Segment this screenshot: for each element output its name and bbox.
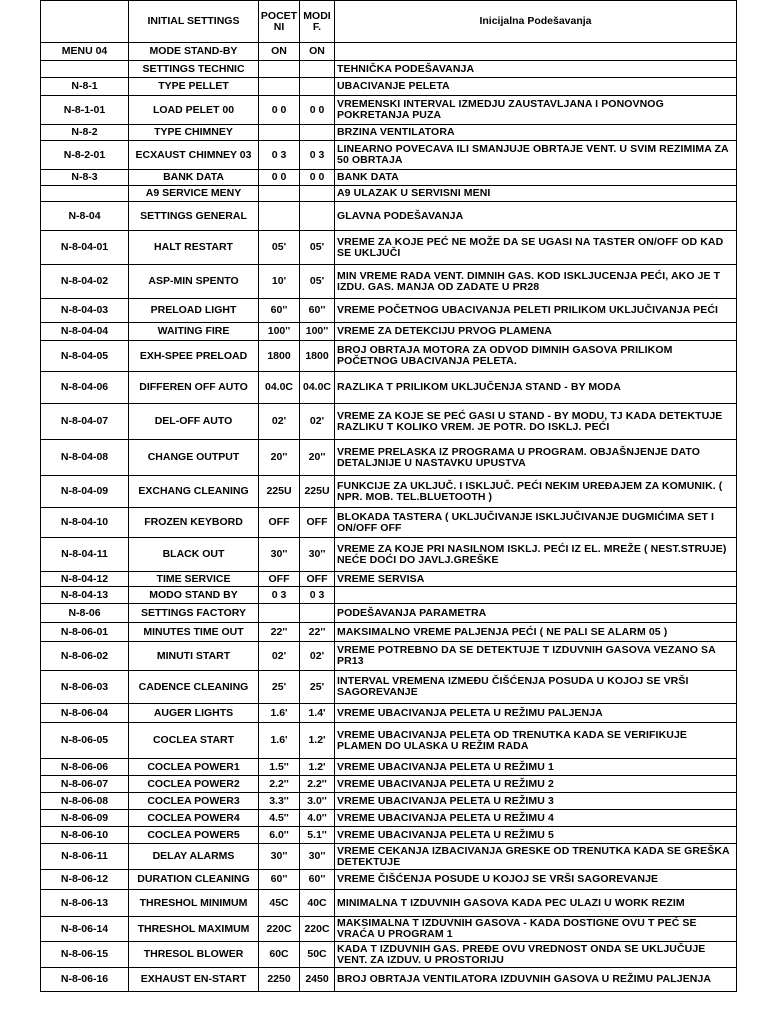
modified-value: 4.0'' bbox=[300, 810, 335, 827]
header-inicijalna: Inicijalna Podešavanja bbox=[335, 1, 737, 43]
table-row bbox=[41, 231, 737, 265]
initial-value: 22'' bbox=[259, 623, 300, 642]
modified-value: 25' bbox=[300, 671, 335, 704]
initial-value: 4.5'' bbox=[259, 810, 300, 827]
table-row bbox=[41, 917, 737, 942]
modified-value: 1.4' bbox=[300, 704, 335, 723]
setting-name: THRESOL BLOWER bbox=[129, 942, 259, 968]
modified-value: 50C bbox=[300, 942, 335, 968]
table-row bbox=[41, 723, 737, 759]
initial-value: 225U bbox=[259, 476, 300, 508]
setting-code: N-8-3 bbox=[41, 170, 129, 186]
setting-name: COCLEA POWER3 bbox=[129, 793, 259, 810]
setting-name: EXCHANG CLEANING bbox=[129, 476, 259, 508]
modified-value: 3.0'' bbox=[300, 793, 335, 810]
table-row bbox=[41, 141, 737, 170]
modified-value: 60'' bbox=[300, 870, 335, 890]
modified-value bbox=[300, 78, 335, 96]
table-row bbox=[41, 202, 737, 231]
setting-name: MINUTI START bbox=[129, 642, 259, 671]
modified-value: 220C bbox=[300, 917, 335, 942]
setting-name: MODE STAND-BY bbox=[129, 43, 259, 61]
table-row bbox=[41, 341, 737, 372]
setting-code bbox=[41, 61, 129, 78]
setting-name: CADENCE CLEANING bbox=[129, 671, 259, 704]
setting-description: BROJ OBRTAJA VENTILATORA IZDUVNIH GASOVA U REŽIMU PALJENJA bbox=[335, 968, 737, 992]
setting-name: COCLEA POWER4 bbox=[129, 810, 259, 827]
setting-description: VREME UBACIVANJA PELETA U REŽIMU 1 bbox=[335, 759, 737, 776]
setting-name: BANK DATA bbox=[129, 170, 259, 186]
table-row bbox=[41, 759, 737, 776]
setting-code: N-8-1 bbox=[41, 78, 129, 96]
modified-value: 0 0 bbox=[300, 170, 335, 186]
modified-value: 40C bbox=[300, 890, 335, 917]
setting-name: HALT RESTART bbox=[129, 231, 259, 265]
setting-code: N-8-06-16 bbox=[41, 968, 129, 992]
setting-name: ASP-MIN SPENTO bbox=[129, 265, 259, 299]
table-row bbox=[41, 776, 737, 793]
initial-value: 1.6' bbox=[259, 704, 300, 723]
settings-table bbox=[40, 0, 737, 992]
setting-name: BLACK OUT bbox=[129, 538, 259, 572]
modified-value: 1.2' bbox=[300, 723, 335, 759]
setting-description: INTERVAL VREMENA IZMEĐU ČIŠĆENJA POSUDA U KOJOJ SE VRŠI SAGOREVANJE bbox=[335, 671, 737, 704]
setting-name: TYPE PELLET bbox=[129, 78, 259, 96]
setting-code: N-8-06-12 bbox=[41, 870, 129, 890]
setting-description: GLAVNA PODEŠAVANJA bbox=[335, 202, 737, 231]
initial-value bbox=[259, 186, 300, 202]
modified-value: 30'' bbox=[300, 844, 335, 870]
modified-value: 04.0C bbox=[300, 372, 335, 404]
setting-description: PODEŠAVANJA PARAMETRA bbox=[335, 604, 737, 623]
initial-value bbox=[259, 202, 300, 231]
setting-description: UBACIVANJE PELETA bbox=[335, 78, 737, 96]
setting-description: MINIMALNA T IZDUVNIH GASOVA KADA PEC ULAZI U WORK REZIM bbox=[335, 890, 737, 917]
table-row bbox=[41, 476, 737, 508]
setting-name: TIME SERVICE bbox=[129, 572, 259, 587]
table-row bbox=[41, 299, 737, 323]
initial-value: 25' bbox=[259, 671, 300, 704]
modified-value: 60'' bbox=[300, 299, 335, 323]
setting-name: SETTINGS TECHNIC bbox=[129, 61, 259, 78]
setting-code: N-8-1-01 bbox=[41, 96, 129, 125]
setting-code: N-8-04-06 bbox=[41, 372, 129, 404]
setting-name: FROZEN KEYBORD bbox=[129, 508, 259, 538]
table-row bbox=[41, 870, 737, 890]
setting-name: MINUTES TIME OUT bbox=[129, 623, 259, 642]
initial-value: 02' bbox=[259, 404, 300, 440]
setting-description: VREME POČETNOG UBACIVANJA PELETI PRILIKOM UKLJUČIVANJA PEĆI bbox=[335, 299, 737, 323]
modified-value: 0 3 bbox=[300, 141, 335, 170]
modified-value bbox=[300, 604, 335, 623]
initial-value: 05' bbox=[259, 231, 300, 265]
initial-value: 0 0 bbox=[259, 170, 300, 186]
table-row bbox=[41, 793, 737, 810]
setting-name: EXH-SPEE PRELOAD bbox=[129, 341, 259, 372]
initial-value bbox=[259, 61, 300, 78]
setting-description: MIN VREME RADA VENT. DIMNIH GAS. KOD ISKLJUCENJA PEĆI, AKO JE T IZDU. GAS. MANJA OD ZADATE U PR28 bbox=[335, 265, 737, 299]
header-code bbox=[41, 1, 129, 43]
setting-description bbox=[335, 43, 737, 61]
modified-value: 1800 bbox=[300, 341, 335, 372]
initial-value: ON bbox=[259, 43, 300, 61]
setting-code: N-8-04-09 bbox=[41, 476, 129, 508]
modified-value bbox=[300, 186, 335, 202]
setting-description: BLOKADA TASTERA ( UKLJUČIVANJE ISKLJUČIVANJE DUGMIĆIMA SET I ON/OFF OFF bbox=[335, 508, 737, 538]
setting-description: VREME UBACIVANJA PELETA U REŽIMU 5 bbox=[335, 827, 737, 844]
setting-code: N-8-04-02 bbox=[41, 265, 129, 299]
initial-value bbox=[259, 604, 300, 623]
initial-value: 2.2'' bbox=[259, 776, 300, 793]
initial-value: 1800 bbox=[259, 341, 300, 372]
setting-description: VREME UBACIVANJA PELETA U REŽIMU PALJENJA bbox=[335, 704, 737, 723]
setting-name: THRESHOL MAXIMUM bbox=[129, 917, 259, 942]
setting-name: PRELOAD LIGHT bbox=[129, 299, 259, 323]
initial-value: 1.6' bbox=[259, 723, 300, 759]
modified-value: 0 0 bbox=[300, 96, 335, 125]
table-row bbox=[41, 810, 737, 827]
setting-code: N-8-06-05 bbox=[41, 723, 129, 759]
setting-name: A9 SERVICE MENY bbox=[129, 186, 259, 202]
initial-value: 6.0'' bbox=[259, 827, 300, 844]
setting-name: THRESHOL MINIMUM bbox=[129, 890, 259, 917]
modified-value: 225U bbox=[300, 476, 335, 508]
table-row bbox=[41, 827, 737, 844]
table-row bbox=[41, 265, 737, 299]
modified-value: OFF bbox=[300, 572, 335, 587]
setting-code: N-8-04-13 bbox=[41, 587, 129, 604]
setting-code: N-8-04-12 bbox=[41, 572, 129, 587]
header-modif: MODIF. bbox=[300, 1, 335, 43]
modified-value: 30'' bbox=[300, 538, 335, 572]
initial-value: 2250 bbox=[259, 968, 300, 992]
initial-value bbox=[259, 78, 300, 96]
setting-description: VREME ZA KOJE PEĆ NE MOŽE DA SE UGASI NA TASTER ON/OFF OD KAD SE UKLJUČI bbox=[335, 231, 737, 265]
modified-value: 5.1'' bbox=[300, 827, 335, 844]
setting-code: N-8-2 bbox=[41, 125, 129, 141]
modified-value: 05' bbox=[300, 265, 335, 299]
setting-name: COCLEA POWER1 bbox=[129, 759, 259, 776]
setting-description: LINEARNO POVECAVA ILI SMANJUJE OBRTAJE VENT. U SVIM REZIMIMA ZA 50 OBRTAJA bbox=[335, 141, 737, 170]
table-row bbox=[41, 671, 737, 704]
initial-value: 0 3 bbox=[259, 587, 300, 604]
initial-value bbox=[259, 125, 300, 141]
table-row bbox=[41, 704, 737, 723]
setting-description: VREME SERVISA bbox=[335, 572, 737, 587]
modified-value: 2.2'' bbox=[300, 776, 335, 793]
setting-description: MAKSIMALNO VREME PALJENJA PEĆI ( NE PALI SE ALARM 05 ) bbox=[335, 623, 737, 642]
setting-code: N-8-06-15 bbox=[41, 942, 129, 968]
table-row bbox=[41, 968, 737, 992]
table-row bbox=[41, 572, 737, 587]
modified-value bbox=[300, 125, 335, 141]
setting-description: VREME UBACIVANJA PELETA U REŽIMU 3 bbox=[335, 793, 737, 810]
table-row bbox=[41, 844, 737, 870]
setting-description: VREMENSKI INTERVAL IZMEDJU ZAUSTAVLJANA I PONOVNOG POKRETANJA PUZA bbox=[335, 96, 737, 125]
initial-value: 0 3 bbox=[259, 141, 300, 170]
table-row bbox=[41, 942, 737, 968]
setting-name: WAITING FIRE bbox=[129, 323, 259, 341]
modified-value: 02' bbox=[300, 404, 335, 440]
initial-value: 1.5'' bbox=[259, 759, 300, 776]
setting-name: DELAY ALARMS bbox=[129, 844, 259, 870]
initial-value: 60'' bbox=[259, 870, 300, 890]
setting-description: VREME CEKANJA IZBACIVANJA GRESKE OD TRENUTKA KADA SE GREŠKA DETEKTUJE bbox=[335, 844, 737, 870]
initial-value: 100'' bbox=[259, 323, 300, 341]
table-row bbox=[41, 587, 737, 604]
setting-code bbox=[41, 186, 129, 202]
table-row bbox=[41, 440, 737, 476]
setting-name: EXHAUST EN-START bbox=[129, 968, 259, 992]
setting-code: N-8-06 bbox=[41, 604, 129, 623]
modified-value bbox=[300, 61, 335, 78]
modified-value: 02' bbox=[300, 642, 335, 671]
header-row bbox=[41, 1, 737, 43]
setting-code: MENU 04 bbox=[41, 43, 129, 61]
setting-description: BRZINA VENTILATORA bbox=[335, 125, 737, 141]
initial-value: 3.3'' bbox=[259, 793, 300, 810]
modified-value: 100'' bbox=[300, 323, 335, 341]
modified-value: 2450 bbox=[300, 968, 335, 992]
initial-value: 60'' bbox=[259, 299, 300, 323]
setting-code: N-8-06-08 bbox=[41, 793, 129, 810]
table-row bbox=[41, 170, 737, 186]
setting-code: N-8-06-06 bbox=[41, 759, 129, 776]
setting-description: VREME ZA KOJE SE PEĆ GASI U STAND - BY MODU, TJ KADA DETEKTUJE RAZLIKU T KOLIKO VREM. JE POTR. DO ISKLJ. PEĆI bbox=[335, 404, 737, 440]
initial-value: OFF bbox=[259, 508, 300, 538]
modified-value: OFF bbox=[300, 508, 335, 538]
setting-name: DURATION CLEANING bbox=[129, 870, 259, 890]
setting-name: DIFFEREN OFF AUTO bbox=[129, 372, 259, 404]
setting-code: N-8-04 bbox=[41, 202, 129, 231]
setting-name: AUGER LIGHTS bbox=[129, 704, 259, 723]
setting-name: DEL-OFF AUTO bbox=[129, 404, 259, 440]
modified-value: 1.2' bbox=[300, 759, 335, 776]
table-row bbox=[41, 323, 737, 341]
setting-description: VREME ZA KOJE PRI NASILNOM ISKLJ. PEĆI IZ EL. MREŽE ( NEST.STRUJE) NEĆE DOĆI DO JAVLJ.GREŠKE bbox=[335, 538, 737, 572]
table-row bbox=[41, 604, 737, 623]
setting-code: N-8-06-01 bbox=[41, 623, 129, 642]
setting-code: N-8-2-01 bbox=[41, 141, 129, 170]
table-row bbox=[41, 43, 737, 61]
setting-description: FUNKCIJE ZA UKLJUČ. I ISKLJUČ. PEĆI NEKIM UREĐAJEM ZA KOMUNIK. ( NPR. MOB. TEL.BLUETOOTH ) bbox=[335, 476, 737, 508]
setting-name: SETTINGS GENERAL bbox=[129, 202, 259, 231]
table-row bbox=[41, 508, 737, 538]
table-row bbox=[41, 642, 737, 671]
setting-code: N-8-06-02 bbox=[41, 642, 129, 671]
initial-value: 0 0 bbox=[259, 96, 300, 125]
setting-code: N-8-06-07 bbox=[41, 776, 129, 793]
modified-value: 0 3 bbox=[300, 587, 335, 604]
header-initial-settings: INITIAL SETTINGS bbox=[129, 1, 259, 43]
setting-code: N-8-04-10 bbox=[41, 508, 129, 538]
setting-name: SETTINGS FACTORY bbox=[129, 604, 259, 623]
setting-name: TYPE CHIMNEY bbox=[129, 125, 259, 141]
initial-value: 220C bbox=[259, 917, 300, 942]
table-row bbox=[41, 96, 737, 125]
setting-code: N-8-04-04 bbox=[41, 323, 129, 341]
setting-description: BROJ OBRTAJA MOTORA ZA ODVOD DIMNIH GASOVA PRILIKOM POČETNOG UBACIVANJA PELETA. bbox=[335, 341, 737, 372]
setting-code: N-8-06-09 bbox=[41, 810, 129, 827]
table-row bbox=[41, 61, 737, 78]
initial-value: 60C bbox=[259, 942, 300, 968]
initial-value: 30'' bbox=[259, 538, 300, 572]
setting-description: VREME ZA DETEKCIJU PRVOG PLAMENA bbox=[335, 323, 737, 341]
setting-name: ECXAUST CHIMNEY 03 bbox=[129, 141, 259, 170]
setting-description: TEHNIČKA PODEŠAVANJA bbox=[335, 61, 737, 78]
table-row bbox=[41, 538, 737, 572]
initial-value: 04.0C bbox=[259, 372, 300, 404]
table-row bbox=[41, 404, 737, 440]
setting-code: N-8-06-14 bbox=[41, 917, 129, 942]
initial-value: 30'' bbox=[259, 844, 300, 870]
setting-description bbox=[335, 587, 737, 604]
setting-description: A9 ULAZAK U SERVISNI MENI bbox=[335, 186, 737, 202]
setting-name: COCLEA POWER5 bbox=[129, 827, 259, 844]
setting-code: N-8-06-11 bbox=[41, 844, 129, 870]
table-row bbox=[41, 186, 737, 202]
setting-code: N-8-04-08 bbox=[41, 440, 129, 476]
setting-code: N-8-06-03 bbox=[41, 671, 129, 704]
initial-value: 10' bbox=[259, 265, 300, 299]
setting-code: N-8-06-13 bbox=[41, 890, 129, 917]
initial-value: OFF bbox=[259, 572, 300, 587]
setting-code: N-8-04-01 bbox=[41, 231, 129, 265]
modified-value: 22'' bbox=[300, 623, 335, 642]
table-row bbox=[41, 125, 737, 141]
setting-description: VREME UBACIVANJA PELETA U REŽIMU 2 bbox=[335, 776, 737, 793]
setting-name: MODO STAND BY bbox=[129, 587, 259, 604]
setting-description: RAZLIKA T PRILIKOM UKLJUČENJA STAND - BY MODA bbox=[335, 372, 737, 404]
setting-name: CHANGE OUTPUT bbox=[129, 440, 259, 476]
table-row bbox=[41, 623, 737, 642]
initial-value: 45C bbox=[259, 890, 300, 917]
setting-description: VREME UBACIVANJA PELETA OD TRENUTKA KADA SE VERIFIKUJE PLAMEN DO ULASKA U REŽIM RADA bbox=[335, 723, 737, 759]
setting-description: KADA T IZDUVNIH GAS. PREĐE OVU VREDNOST ONDA SE UKLJUČUJE VENT. ZA IZDUV. U PROSTORIJU bbox=[335, 942, 737, 968]
setting-description: VREME UBACIVANJA PELETA U REŽIMU 4 bbox=[335, 810, 737, 827]
setting-code: N-8-04-03 bbox=[41, 299, 129, 323]
setting-code: N-8-06-10 bbox=[41, 827, 129, 844]
initial-value: 20'' bbox=[259, 440, 300, 476]
setting-name: COCLEA START bbox=[129, 723, 259, 759]
table-row bbox=[41, 890, 737, 917]
setting-code: N-8-04-07 bbox=[41, 404, 129, 440]
setting-description: BANK DATA bbox=[335, 170, 737, 186]
header-pocetni: POCETNI bbox=[259, 1, 300, 43]
setting-description: VREME ČIŠĆENJA POSUDE U KOJOJ SE VRŠI SAGOREVANJE bbox=[335, 870, 737, 890]
setting-code: N-8-04-05 bbox=[41, 341, 129, 372]
modified-value bbox=[300, 202, 335, 231]
modified-value: ON bbox=[300, 43, 335, 61]
setting-description: VREME POTREBNO DA SE DETEKTUJE T IZDUVNIH GASOVA VEZANO SA PR13 bbox=[335, 642, 737, 671]
modified-value: 20'' bbox=[300, 440, 335, 476]
table-row bbox=[41, 78, 737, 96]
modified-value: 05' bbox=[300, 231, 335, 265]
table-row bbox=[41, 372, 737, 404]
setting-name: COCLEA POWER2 bbox=[129, 776, 259, 793]
setting-code: N-8-04-11 bbox=[41, 538, 129, 572]
initial-value: 02' bbox=[259, 642, 300, 671]
setting-name: LOAD PELET 00 bbox=[129, 96, 259, 125]
setting-code: N-8-06-04 bbox=[41, 704, 129, 723]
setting-description: VREME PRELASKA IZ PROGRAMA U PROGRAM. OBJAŠNJENJE DATO DETALJNIJE U NASTAVKU UPUSTVA bbox=[335, 440, 737, 476]
setting-description: MAKSIMALNA T IZDUVNIH GASOVA - KADA DOSTIGNE OVU T PEĆ SE VRAĆA U PROGRAM 1 bbox=[335, 917, 737, 942]
